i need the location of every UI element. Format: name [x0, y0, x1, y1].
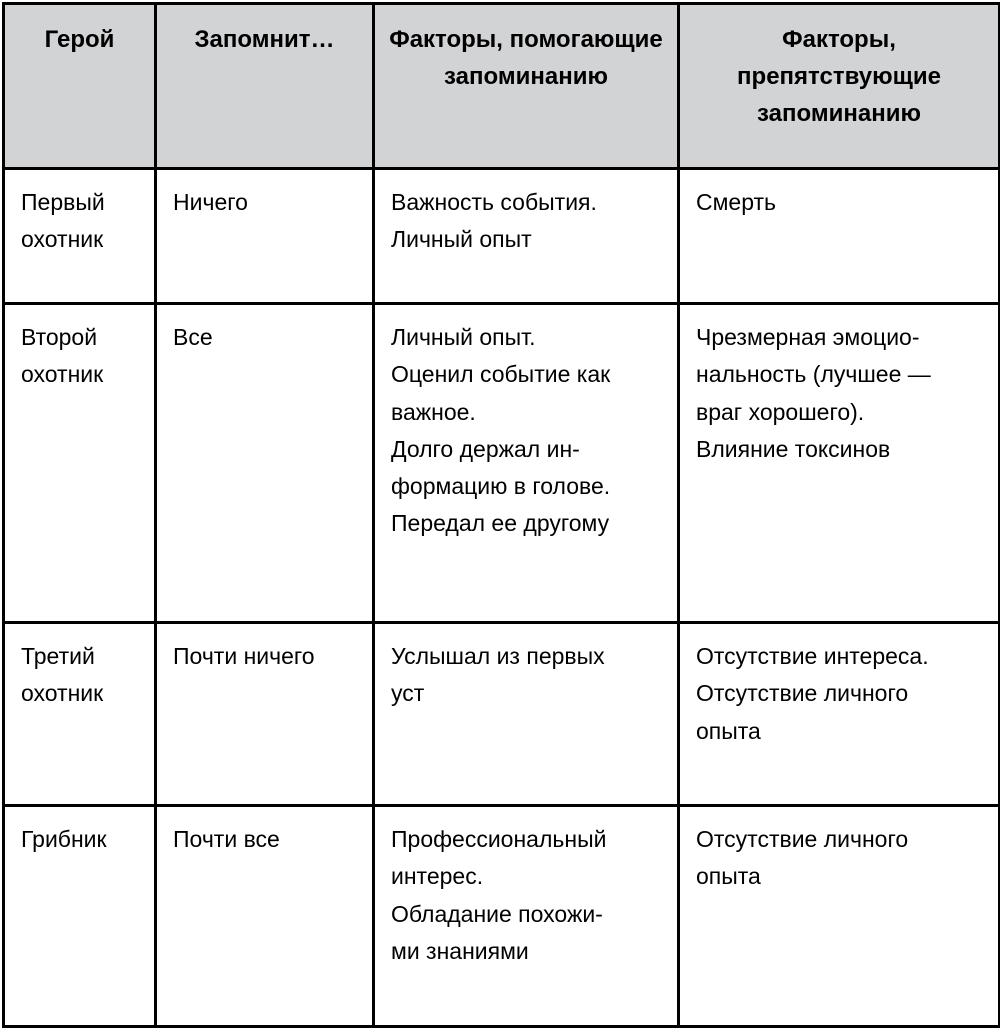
cell-hindering-line-1: Чрезмерная эмоцио-: [696, 324, 920, 350]
cell-helping-line-4: Долго держал ин-: [391, 435, 580, 462]
table-header: [4, 4, 1000, 169]
cell-helping-factors: [374, 304, 679, 623]
cell-remembers: [156, 806, 374, 1027]
cell-remembers: [156, 304, 374, 623]
cell-remembers: [156, 623, 374, 806]
cell-hindering-factors: [679, 169, 1000, 304]
cell-helping-line-1: Важность события.: [391, 189, 597, 215]
cell-remembers-line-1: Почти ничего: [173, 643, 315, 669]
column-header-helping-line-3: запоминанию: [444, 63, 608, 91]
cell-hindering-factors: [679, 304, 1000, 623]
cell-hero: [4, 169, 156, 304]
cell-helping-line-1: Услышал из первых: [391, 643, 605, 669]
column-header-remembers: [156, 4, 374, 169]
table-row: [4, 806, 1000, 1027]
cell-hero-line-2: охотник: [21, 226, 104, 253]
column-header-hero-line-1: Герой: [44, 26, 115, 53]
cell-hero: [4, 623, 156, 806]
cell-helping-line-4: ми знаниями: [391, 937, 529, 964]
column-header-hindering-factors: [679, 4, 1000, 169]
cell-hero-line-1: Первый: [21, 189, 105, 215]
column-header-hero: [4, 4, 156, 169]
cell-hero: [4, 806, 156, 1027]
table-body: [4, 169, 1000, 1027]
cell-hero-line-1: Грибник: [21, 826, 107, 852]
cell-remembers: [156, 169, 374, 304]
cell-hindering-line-1: Отсутствие личного: [696, 826, 909, 852]
cell-helping-line-2: уст: [391, 680, 425, 707]
cell-hero-line-1: Третий: [21, 643, 95, 669]
cell-helping-factors: [374, 169, 679, 304]
memory-factors-table: [2, 2, 1000, 1028]
cell-hindering-line-3: опыта: [696, 717, 761, 744]
table-row: [4, 304, 1000, 623]
column-header-helping-line-1: Факторы,: [389, 26, 503, 53]
cell-hindering-factors: [679, 623, 1000, 806]
cell-hero-line-1: Второй: [21, 324, 98, 350]
cell-helping-factors: [374, 623, 679, 806]
cell-helping-line-2: Оценил событие как: [391, 361, 611, 388]
memory-factors-table-container: [0, 2, 1000, 964]
column-header-helping-factors: [374, 4, 679, 169]
cell-helping-line-2: Личный опыт: [391, 226, 532, 253]
cell-hindering-line-1: Отсутствие интереса.: [696, 643, 929, 669]
cell-hindering-factors: [679, 806, 1000, 1027]
cell-helping-line-6: Передал ее другому: [391, 510, 610, 537]
table-header-row: [4, 4, 1000, 169]
column-header-hindering-line-3: запоминанию: [757, 100, 921, 128]
cell-remembers-line-1: Все: [173, 324, 213, 350]
cell-hindering-line-2: Отсутствие личного: [696, 680, 909, 707]
cell-helping-line-3: важное.: [391, 398, 476, 425]
cell-helping-line-1: Профессиональный: [391, 826, 607, 852]
column-header-hindering-line-1: Факторы,: [782, 26, 896, 53]
table-row: [4, 623, 1000, 806]
cell-helping-line-1: Личный опыт.: [391, 324, 536, 350]
column-header-helping-line-2: помогающие: [509, 26, 663, 53]
cell-helping-line-2: интерес.: [391, 863, 484, 890]
cell-hero-line-2: охотник: [21, 361, 104, 388]
cell-helping-line-3: Обладание похожи-: [391, 900, 603, 927]
cell-hindering-line-2: нальность (лучшее —: [696, 361, 931, 388]
cell-remembers-line-1: Ничего: [173, 189, 248, 215]
cell-hindering-line-2: опыта: [696, 863, 761, 890]
cell-hero: [4, 304, 156, 623]
cell-hindering-line-4: Влияние токсинов: [696, 435, 891, 462]
column-header-hindering-line-2: препятствующие: [737, 63, 941, 91]
cell-hindering-line-3: враг хорошего).: [696, 398, 865, 425]
cell-remembers-line-1: Почти все: [173, 826, 280, 852]
cell-hindering-line-1: Смерть: [696, 189, 777, 215]
cell-helping-factors: [374, 806, 679, 1027]
cell-helping-line-5: формацию в голове.: [391, 473, 611, 499]
column-header-remembers-line-1: Запомнит…: [194, 26, 335, 53]
table-row: [4, 169, 1000, 304]
cell-hero-line-2: охотник: [21, 680, 104, 707]
